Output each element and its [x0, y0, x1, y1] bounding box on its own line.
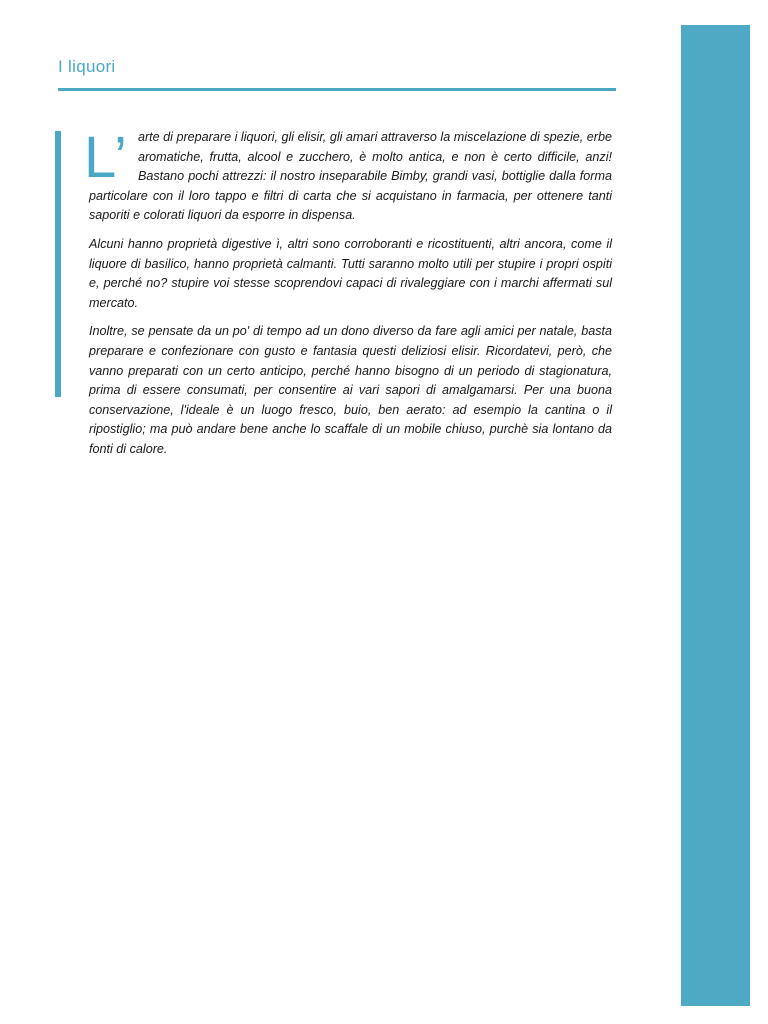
paragraph-1: [84, 125, 612, 226]
paragraph-3: Inoltre, se pensate da un po' di tempo ad un dono diverso da fare agli amici per natale, basta preparare e confezionare con gusto e fantasia questi deliziosi elisir. Ricordatevi, però, che vanno preparati con un certo anticipo, perché hanno bisogno di un periodo di stagionatura, prima di essere consumati, per consentire ai vari sapori di amalgamarsi. Per una buona conservazione, l'ideale è un luogo fresco, buio, ben aerato: ad esempio la cantina o il ripostiglio; ma può andare bene anche lo scaffale di un mobile chiuso, purchè sia lontano da fonti di calore.: [89, 324, 612, 456]
side-color-band: [681, 25, 750, 1006]
page-header: [58, 56, 616, 92]
paragraph-1-text: arte di preparare i liquori, gli elisir, gli amari attraverso la miscelazione di spezie, erbe aromatiche, frutta, alcool e zucchero, è molto antica, e non è certo difficile, anzi! Bastano pochi attrezzi: il nostro inseparabile Bimby, grandi vasi, bottiglie dalla forma particolare con il loro tappo e filtri di carta che si acquistano in farmacia, per ottenere tanti saporiti e colorati liquori da esporre in dispensa.: [89, 130, 612, 223]
left-accent-bar: [55, 131, 61, 397]
article-body: [84, 125, 612, 469]
header-rule: [58, 88, 616, 91]
drop-cap: L’: [84, 125, 128, 190]
page-title: I liquori: [58, 57, 116, 76]
paragraph-2: Alcuni hanno proprietà digestive ì, altri sono corroboranti e ricostituenti, altri ancora, come il liquore di basilico, hanno proprietà calmanti. Tutti saranno molto utili per stupire i propri ospiti e, perché no? stupire voi stesse scoprendovi capaci di rivaleggiare con i marchi affermati sul mercato.: [89, 236, 612, 310]
